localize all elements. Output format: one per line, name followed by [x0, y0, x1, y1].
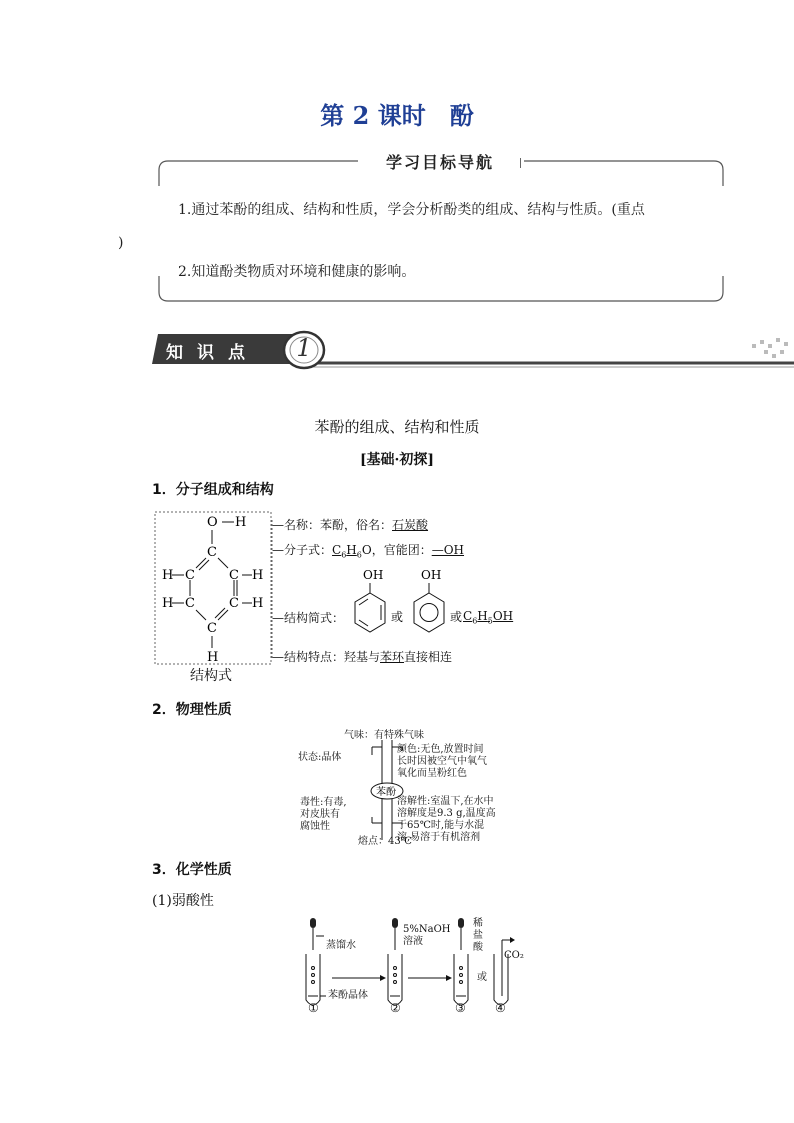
smell-text: 气味：有特殊气味 — [344, 730, 424, 741]
part-2-heading: 2．物理性质 — [152, 702, 232, 718]
atom-c5: C — [229, 596, 239, 611]
c6h5oh-formula: $C_6H_5OH$ — [463, 609, 514, 626]
solubility-text: 溶解性:室温下,在水中 溶解度是9.3 g,温度高 于65℃时,能与水混 溶,易溶于有机溶剂 — [397, 796, 496, 843]
atom-h3: H — [162, 596, 174, 611]
atom-h5: H — [252, 596, 264, 611]
atom-h4: H — [207, 650, 219, 665]
structure-caption: 结构式 — [190, 668, 232, 684]
phenol-rings — [350, 565, 540, 645]
oh-label-2: OH — [421, 568, 442, 582]
atom-c3: C — [185, 596, 195, 611]
water-label: 蒸馏水 — [326, 940, 356, 951]
co2-label: CO₂ — [504, 950, 524, 961]
structural-formula-diagram — [152, 508, 282, 668]
objective-1-end: ) — [118, 235, 124, 251]
color-text: 颜色:无色,放置时间 长时因被空气中氧气 氧化而呈粉红色 — [397, 744, 487, 779]
melting-point-text: 熔点：43℃ — [358, 836, 412, 847]
atom-o: O — [207, 515, 218, 530]
or-2: 或 — [450, 610, 463, 624]
phenol-center-label: 苯酚 — [376, 787, 396, 798]
crystal-label: 苯酚晶体 — [328, 990, 368, 1001]
objective-2: 2.知道酚类物质对环境和健康的影响。 — [178, 264, 416, 280]
part-3-heading: 3．化学性质 — [152, 862, 232, 878]
formula-line: —分子式：$C_6H_6O$，官能团：—OH — [272, 543, 465, 560]
oh-label-1: OH — [363, 568, 384, 582]
part-1-heading: 1．分子组成和结构 — [152, 482, 274, 498]
toxicity-text: 毒性:有毒, 对皮肤有 腐蚀性 — [300, 797, 347, 832]
state-text: 状态:晶体 — [298, 752, 342, 763]
tube-number-4: ④ — [495, 1001, 506, 1015]
knowledge-point-label: 知识点 — [166, 343, 259, 363]
knowledge-point-number: 1 — [296, 334, 312, 362]
or-label: 或 — [477, 972, 487, 983]
section-title: 苯酚的组成、结构和性质 — [314, 418, 480, 436]
atom-c4: C — [207, 621, 217, 636]
simple-formula-prefix: —结构简式： — [272, 611, 345, 625]
atom-h-hydroxyl: H — [235, 515, 247, 530]
objectives-frame — [158, 158, 724, 304]
part-3-sub-1: (1)弱酸性 — [152, 893, 214, 909]
atom-h2: H — [162, 568, 174, 583]
tube-number-2: ② — [390, 1001, 401, 1015]
naoh-label: 5%NaOH 溶液 — [403, 924, 451, 947]
name-line: —名称：苯酚，俗名：石炭酸 — [272, 518, 429, 532]
section-subtitle: [基础·初探] — [359, 452, 435, 468]
objectives-box — [158, 158, 724, 304]
tube-number-1: ① — [308, 1001, 319, 1015]
objectives-heading: 学习目标导航 — [360, 150, 520, 173]
hcl-label: 稀 盐 酸 — [473, 918, 483, 953]
objective-1: 1.通过苯酚的组成、结构和性质，学会分析酚类的组成、结构与性质。(重点 — [178, 202, 645, 218]
atom-c6: C — [229, 568, 239, 583]
atom-c1: C — [207, 545, 217, 560]
atom-h6: H — [252, 568, 264, 583]
feature-line: —结构特点：羟基与苯环直接相连 — [272, 650, 453, 664]
or-1: 或 — [391, 610, 404, 624]
tube-number-3: ③ — [455, 1001, 466, 1015]
page-title: 第 2 课时 酚 — [320, 101, 474, 130]
atom-c2: C — [185, 568, 195, 583]
